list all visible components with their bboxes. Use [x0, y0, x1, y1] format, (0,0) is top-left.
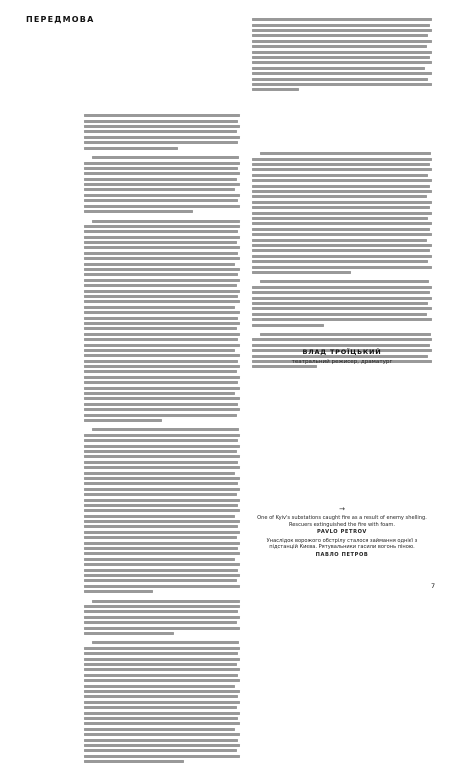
photo-caption	[252, 506, 432, 561]
section-title: ПЕРЕДМОВА	[26, 15, 95, 24]
caption-ukrainian: Унаслідок ворожого обстрілу сталося займання однієї з підстанцій Києва. Рятувальники гасили вогонь піною.	[266, 537, 418, 551]
author-title: театральний режисер, драматург	[291, 359, 393, 365]
author-name: ВЛАД ТРОЇЦЬКИЙ	[302, 348, 382, 356]
paragraph	[252, 278, 432, 329]
page-number: 7	[431, 582, 436, 590]
arrow-right-icon: →	[339, 505, 345, 513]
paragraph	[84, 112, 240, 152]
paragraph	[84, 426, 240, 595]
paragraph	[84, 217, 240, 424]
paragraph	[84, 154, 240, 216]
caption-english: One of Kyiv's substations caught fire as a result of enemy shelling. Rescuers extinguished the fire with foam.	[257, 515, 427, 528]
paragraph	[252, 150, 432, 276]
caption-credit-ukrainian: ПАВЛО ПЕТРОВ	[315, 551, 369, 558]
caption-credit-english: PAVLO PETROV	[317, 529, 367, 536]
author-byline	[252, 348, 432, 365]
paragraph	[84, 639, 240, 765]
text-column-left	[84, 112, 240, 767]
paragraph	[252, 16, 432, 94]
text-column-right-top	[252, 16, 432, 96]
text-column-right-middle	[252, 150, 432, 373]
paragraph	[84, 597, 240, 637]
